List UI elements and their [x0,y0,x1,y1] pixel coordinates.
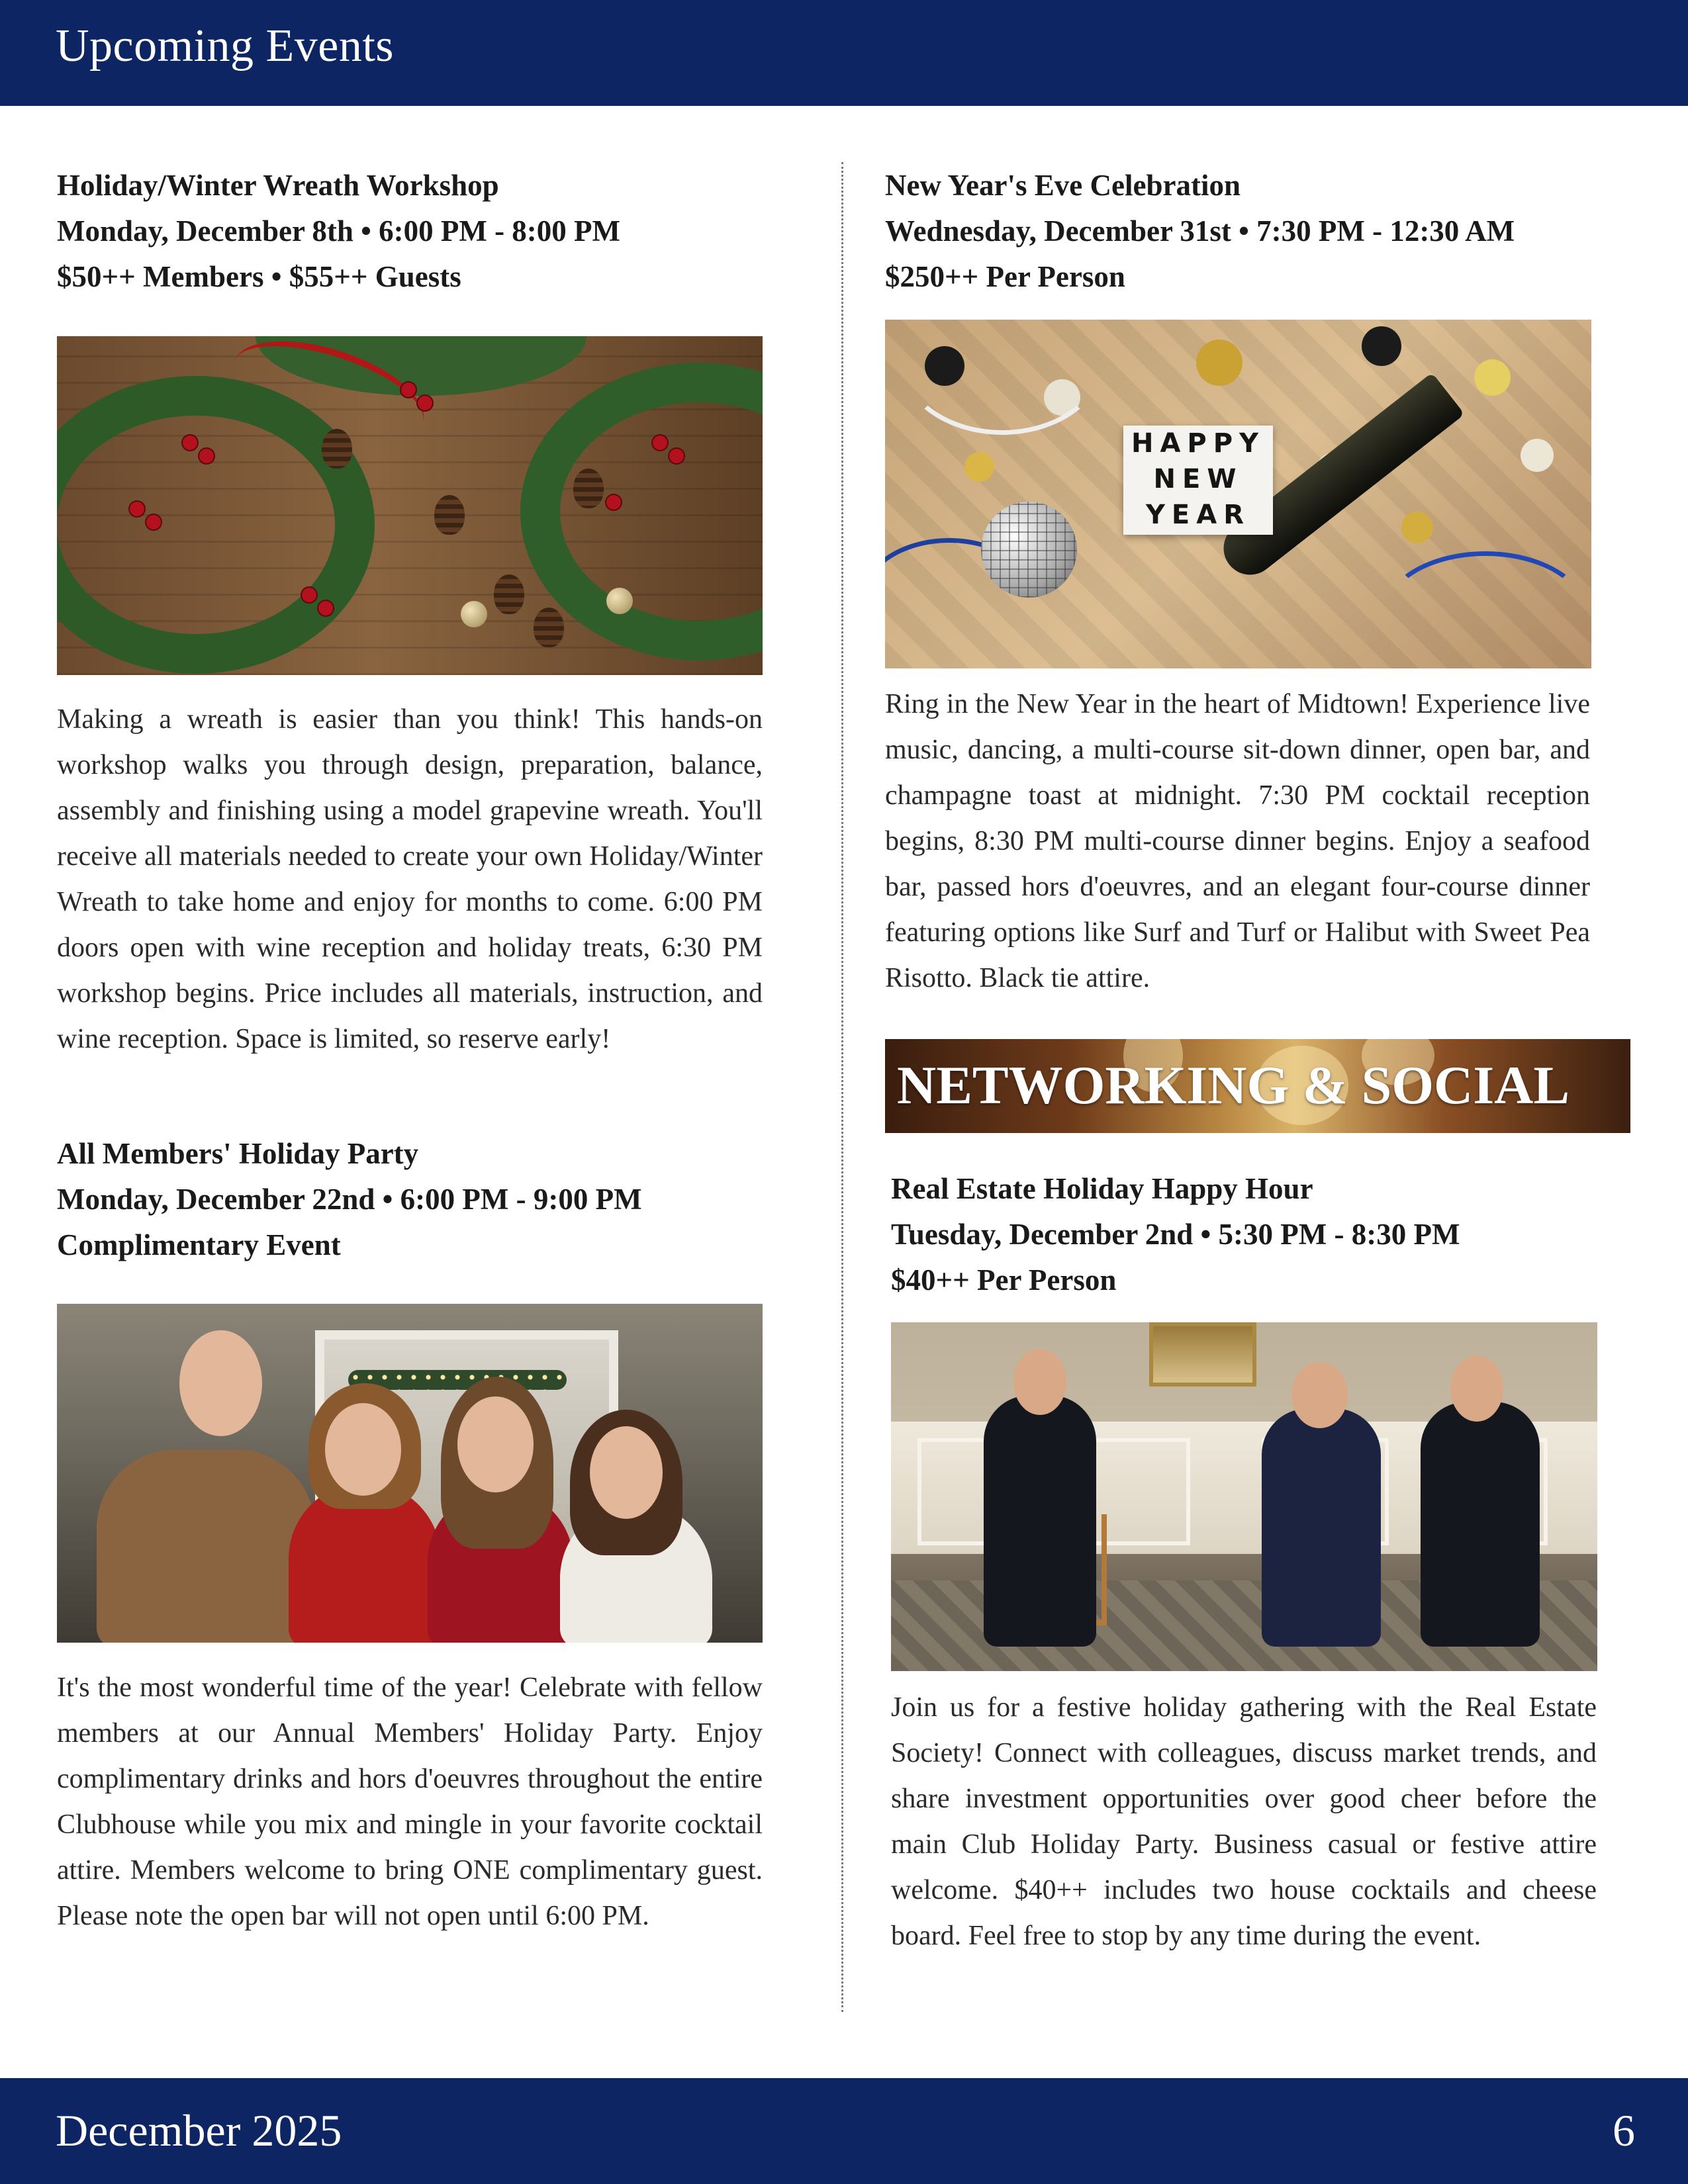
event-title: New Year's Eve Celebration [885,169,1241,202]
party-event-header [57,1131,642,1268]
nye-event-description: Ring in the New Year in the heart of Midtown! Experience live music, dancing, a multi-course sit-down dinner, open bar, and champagne toast at midnight. 7:30 PM cocktail reception begins, 8:30 PM multi-course dinner begins. Enjoy a seafood bar, passed hors d'oeuvres, and an elegant four-course dinner featuring options like Surf and Turf or Halibut with Sweet Pea Risotto. Black tie attire. [885,689,1590,993]
event-title: All Members' Holiday Party [57,1137,419,1170]
page-number: 6 [1613,2105,1635,2156]
event-date-time: Monday, December 8th • 6:00 PM - 8:00 PM [57,214,621,248]
sign-line: YEAR [1145,500,1251,530]
sign-line: NEW [1153,464,1243,494]
event-date-time: Wednesday, December 31st • 7:30 PM - 12:30 AM [885,214,1515,248]
section-heading: NETWORKING & SOCIAL [897,1055,1570,1115]
happy-new-year-sign [1123,426,1273,535]
event-title: Holiday/Winter Wreath Workshop [57,169,499,202]
realestate-event-description: Join us for a festive holiday gathering with the Real Estate Society! Connect with colleagues, discuss market trends, and share investment opportunities over good cheer before the main Club Holiday Party. Business casual or festive attire welcome. $40++ includes two house cocktails and cheese board. Feel free to stop by any time during the event. [891,1692,1597,1951]
real-estate-happy-hour-photo [891,1322,1597,1671]
wreath-photo [57,336,763,675]
event-date-time: Tuesday, December 2nd • 5:30 PM - 8:30 PM [891,1218,1460,1251]
party-event-description: It's the most wonderful time of the year! Celebrate with fellow members at our Annual Members' Holiday Party. Enjoy complimentary drinks and hors d'oeuvres throughout the entire Clubhouse while you mix and mingle in your favorite cocktail attire. Members welcome to bring ONE complimentary guest. Please note the open bar will not open until 6:00 PM. [57,1672,763,1931]
footer-bar [0,2078,1688,2184]
event-price: $250++ Per Person [885,260,1125,293]
wreath-event-description: Making a wreath is easier than you think! This hands-on workshop walks you through design, preparation, balance, assembly and finishing using a model grapevine wreath. You'll receive all materials needed to create your own Holiday/Winter Wreath to take home and enjoy for months to come. 6:00 PM doors open with wine reception and holiday treats, 6:30 PM workshop begins. Price includes all materials, instruction, and wine reception. Space is limited, so reserve early! [57,704,763,1054]
issue-month: December 2025 [56,2105,342,2156]
networking-section-banner [885,1039,1630,1133]
event-price: Complimentary Event [57,1228,341,1261]
page-title: Upcoming Events [56,21,395,71]
sign-line: HAPPY [1131,428,1266,459]
wreath-event-header [57,163,620,300]
nye-event-header [885,163,1515,300]
event-price: $40++ Per Person [891,1263,1117,1297]
holiday-party-photo [57,1304,763,1643]
realestate-event-header [891,1166,1460,1303]
event-price: $50++ Members • $55++ Guests [57,260,461,293]
event-date-time: Monday, December 22nd • 6:00 PM - 9:00 PM [57,1183,642,1216]
new-years-eve-photo [885,320,1591,668]
event-title: Real Estate Holiday Happy Hour [891,1172,1313,1205]
header-bar [0,0,1688,106]
column-divider [841,162,843,2012]
